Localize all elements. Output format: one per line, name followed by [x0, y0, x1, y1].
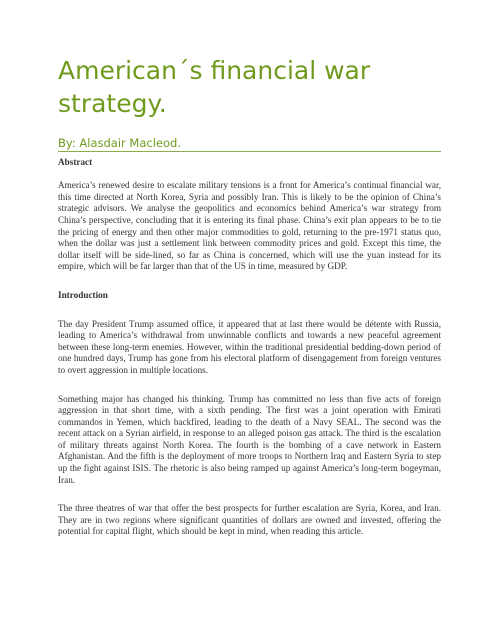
introduction-paragraph-2: Something major has changed his thinking. Trump has committed no less than five acts of foreign aggression in that short time, with a sixth pending. The first was a joint operation with Emirati commandos in Yemen, which backfired, leading to the death of a Navy SEAL. The second was the recent attack on a Syrian airfield, in response to an alleged poison gas attack. The third is the escalation of military threats against North Korea. The fourth is the bombing of a cave network in Eastern Afghanistan. And the fifth is the deployment of more troops to Northern Iraq and Eastern Syria to step up the fight against ISIS. The rhetoric is also being ramped up against America’s long-term bogeyman, Iran. — [58, 393, 441, 485]
abstract-paragraph: America’s renewed desire to escalate military tensions is a front for America’s continual financial war, this time directed at North Korea, Syria and possibly Iran. This is likely to be the opinion of China’s strategic advisors. We analyse the geopolitics and economics behind America’s war strategy from China’s perspective, concluding that it is entering its final phase. China’s exit plan appears to be to tie the pricing of energy and then other major commodities to gold, returning to the pre-1971 status quo, when the dollar was just a settlement link between commodity prices and gold. Except this time, the dollar itself will be side-lined, so far as China is concerned, which will use the yuan instead for its empire, which will be far larger than that of the US in time, measured by GDP. — [58, 180, 441, 272]
title-divider — [58, 151, 441, 152]
section-heading-abstract: Abstract — [58, 157, 93, 167]
introduction-paragraph-3: The three theatres of war that offer the best prospects for further escalation are Syria, Korea, and Iran. They are in two regions where significant quantities of dollars are owned and invested, offering the potential for capital flight, which should be kept in mind, when reading this article. — [58, 503, 441, 537]
introduction-paragraph-1: The day President Trump assumed office, it appeared that at last there would be détente with Russia, leading to America’s withdrawal from unwinnable conflicts and towards a new peaceful agreement between these long-term enemies. However, within the traditional presidential bedding-down period of one hundred days, Trump has gone from his electoral platform of disengagement from foreign ventures to overt aggression in multiple locations. — [58, 318, 441, 375]
section-heading-introduction: Introduction — [58, 289, 108, 300]
document-body — [58, 157, 441, 538]
document-title: American´s financial war strategy. — [58, 56, 371, 118]
author-byline: By: Alasdair Macleod. — [58, 136, 181, 150]
